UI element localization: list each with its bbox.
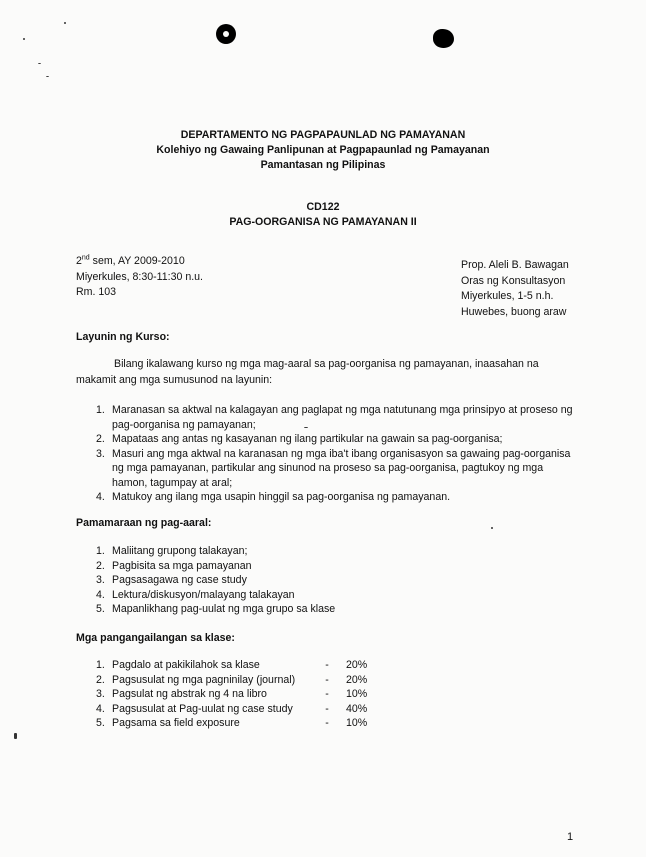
consultation-label: Oras ng Konsultasyon — [461, 274, 566, 287]
list-item — [76, 490, 576, 505]
semester — [76, 254, 203, 270]
scan-speck — [64, 22, 66, 24]
list-number: 3. — [96, 447, 105, 460]
objectives-intro-line-2: makamit ang mga sumusunod na layunin: — [76, 373, 273, 386]
list-text: Pagsasagawa ng case study — [112, 574, 247, 586]
list-number: 4. — [96, 491, 105, 503]
list-number: 5. — [96, 717, 105, 729]
list-number: 2. — [96, 673, 105, 686]
list-number: 5. — [96, 603, 105, 615]
list-number: 3. — [96, 574, 105, 586]
requirement-label: Pagdalo at pakikilahok sa klase — [112, 659, 260, 671]
document-header — [0, 128, 646, 173]
requirement-label: Pagsusulat at Pag-uulat ng case study — [112, 702, 293, 715]
instructor-info — [461, 258, 569, 320]
list-text: Maranasan sa aktwal na kalagayan ang paglapat ng mga natutunang mga prinsipyo at proseso ng pag-oorganisa ng pamayanan; — [112, 404, 573, 431]
list-item — [76, 544, 576, 559]
requirement-dash: - — [325, 688, 329, 700]
list-text: Masuri ang mga aktwal na karanasan ng mga iba't ibang organisasyon sa gawaing pag-oorganisa ng mga pamayanan, partikular ang sinunod na proseso sa pag-oorganisa, pagtukoy ng mga hamon, tagumpay at aral; — [112, 447, 571, 489]
scan-speck — [46, 76, 49, 77]
requirements-list — [76, 658, 576, 731]
scan-speck — [14, 733, 17, 739]
list-text: Mapataas ang antas ng kasayanan ng ilang partikular na gawain sa pag-oorganisa; — [112, 433, 503, 445]
course-code: CD122 — [306, 201, 340, 213]
list-number: 4. — [96, 702, 105, 715]
list-item — [76, 588, 576, 603]
requirement-label: Pagsulat ng abstrak ng 4 na libro — [112, 688, 267, 700]
requirement-weight: 20% — [346, 673, 368, 686]
objectives-intro-line-1: Bilang ikalawang kurso ng mga mag-aaral sa pag-oorganisa ng pamayanan, inaasahan na — [114, 358, 539, 370]
college-name: Kolehiyo ng Gawaing Panlipunan at Pagpapaunlad ng Pamayanan — [156, 144, 490, 156]
list-item — [76, 447, 576, 491]
requirement-weight: 10% — [346, 717, 368, 729]
course-heading — [0, 200, 646, 230]
semester-number: 2 — [76, 255, 82, 267]
list-item — [76, 573, 576, 588]
punch-hole-left — [216, 24, 236, 44]
requirement-dash: - — [325, 702, 329, 715]
requirement-label: Pagsusulat ng mga pagninilay (journal) — [112, 673, 296, 686]
requirement-weight: 20% — [346, 659, 368, 671]
class-day-time: Miyerkules, 8:30-11:30 n.u. — [76, 270, 203, 283]
requirements-title: Mga pangangailangan sa klase: — [76, 632, 235, 644]
list-number: 1. — [96, 404, 105, 416]
list-text: Lektura/diskusyon/malayang talakayan — [112, 588, 295, 601]
list-item — [76, 559, 576, 574]
requirement-dash: - — [325, 659, 329, 671]
objectives-title: Layunin ng Kurso: — [76, 331, 170, 343]
semester-year: sem, AY 2009-2010 — [89, 255, 185, 267]
university-name: Pamantasan ng Pilipinas — [260, 159, 386, 171]
list-text: Pagbisita sa mga pamayanan — [112, 559, 252, 572]
consultation-time-1: Miyerkules, 1-5 n.h. — [461, 290, 554, 302]
course-title: PAG-OORGANISA NG PAMAYANAN II — [229, 216, 417, 228]
consultation-time-2: Huwebes, buong araw — [461, 305, 567, 318]
room: Rm. 103 — [76, 286, 117, 298]
requirement-label: Pagsama sa field exposure — [112, 717, 240, 729]
semester-suffix: nd — [81, 254, 90, 262]
scan-speck — [491, 527, 493, 529]
punch-hole-right — [433, 29, 454, 48]
page-number: 1 — [567, 831, 574, 843]
list-text: Matukoy ang ilang mga usapin hinggil sa pag-oorganisa ng pamayanan. — [112, 491, 451, 503]
scan-speck — [23, 38, 25, 40]
list-text: Mapanlikhang pag-uulat ng mga grupo sa klase — [112, 603, 336, 615]
methods-title: Pamamaraan ng pag-aaral: — [76, 517, 212, 529]
methods-list — [76, 544, 576, 617]
list-item — [76, 602, 576, 617]
requirement-dash: - — [325, 673, 329, 686]
list-item — [76, 673, 576, 688]
scan-speck — [38, 63, 41, 64]
list-number: 2. — [96, 433, 105, 445]
list-item — [76, 658, 576, 673]
objectives-list — [76, 403, 576, 505]
list-number: 1. — [96, 545, 105, 557]
requirement-weight: 10% — [346, 688, 368, 700]
list-item — [76, 687, 576, 702]
requirement-weight: 40% — [346, 702, 368, 715]
list-item — [76, 403, 576, 432]
schedule-info — [76, 254, 203, 301]
list-item — [76, 702, 576, 717]
list-number: 4. — [96, 588, 105, 601]
list-number: 3. — [96, 688, 105, 700]
department-name: DEPARTAMENTO NG PAGPAPAUNLAD NG PAMAYANAN — [180, 129, 466, 141]
objectives-intro — [76, 357, 576, 388]
requirement-dash: - — [325, 717, 329, 729]
list-item — [76, 716, 576, 731]
list-number: 1. — [96, 659, 105, 671]
instructor-name: Prop. Aleli B. Bawagan — [461, 259, 569, 271]
list-item — [76, 432, 576, 447]
list-number: 2. — [96, 559, 105, 572]
list-text: Maliitang grupong talakayan; — [112, 545, 248, 557]
